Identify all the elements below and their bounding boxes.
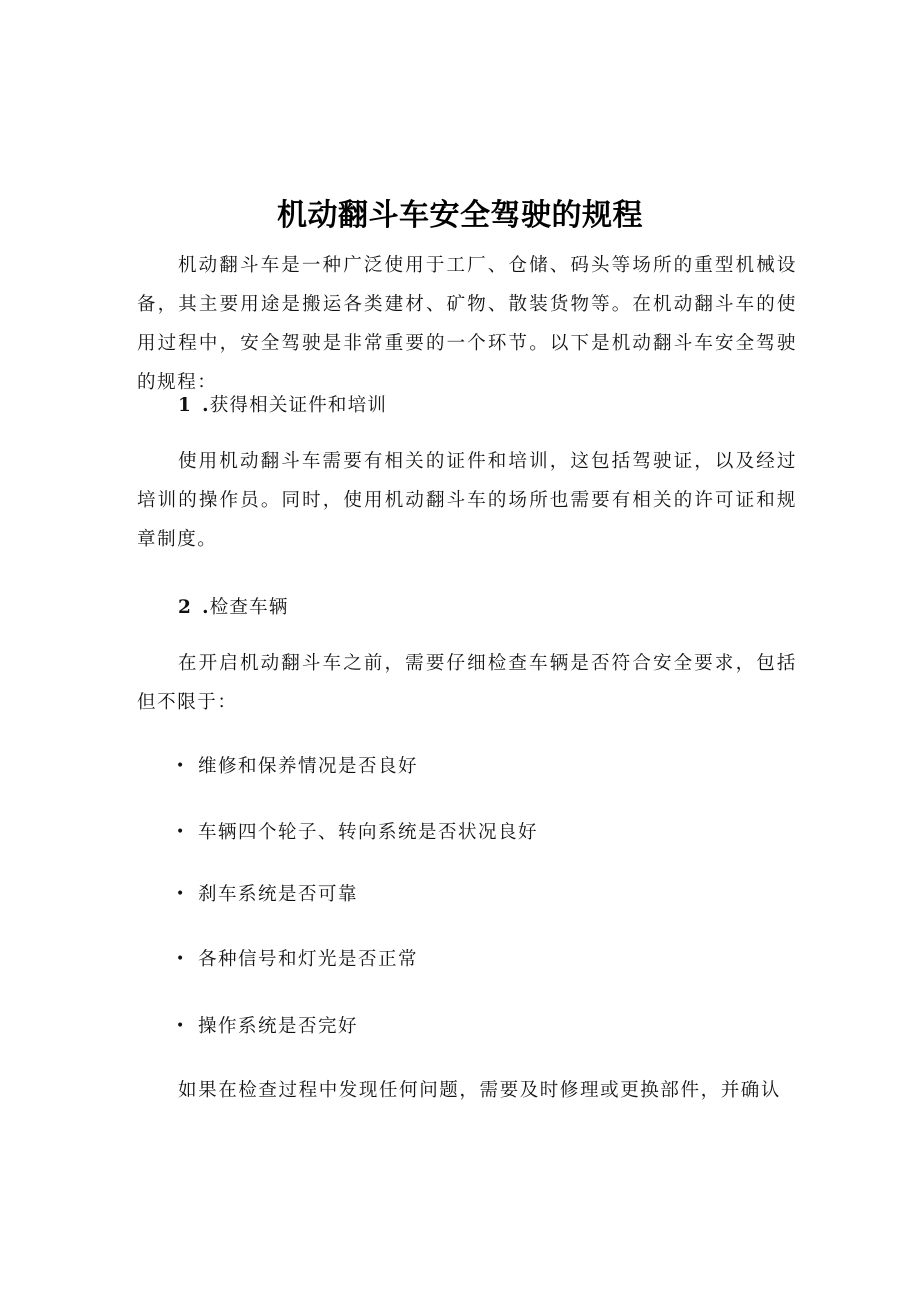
closing-paragraph: 如果在检查过程中发现任何问题，需要及时修理或更换部件，并确认 — [178, 1080, 782, 1101]
intro-paragraph: 机动翻斗车是一种广泛使用于工厂、仓储、码头等场所的重型机械设备，其主要用途是搬运各类建材、矿物、散装货物等。在机动翻斗车的使用过程中，安全驾驶是非常重要的一个环节。以下是机动翻斗车安全驾驶的规程： — [137, 255, 797, 393]
list-item — [176, 880, 358, 906]
section-1-body: 使用机动翻斗车需要有相关的证件和培训，这包括驾驶证，以及经过培训的操作员。同时，使用机动翻斗车的场所也需要有相关的许可证和规章制度。 — [137, 451, 797, 550]
document-title: 机动翻斗车安全驾驶的规程 — [277, 198, 643, 233]
list-item-text: 刹车系统是否可靠 — [198, 884, 359, 905]
list-item — [176, 752, 418, 778]
section-2-heading — [178, 593, 289, 619]
bullet-icon: • — [176, 1018, 186, 1034]
list-item-text: 各种信号和灯光是否正常 — [198, 949, 419, 970]
section-1-dot: . — [202, 395, 210, 416]
section-2-title: 检查车辆 — [209, 597, 289, 618]
section-2-number: 2 — [178, 597, 193, 618]
section-1-number: 1 — [178, 395, 193, 416]
bullet-icon: • — [176, 951, 186, 967]
bullet-icon: • — [176, 758, 186, 774]
section-1-heading — [178, 391, 387, 417]
section-2-body: 在开启机动翻斗车之前，需要仔细检查车辆是否符合安全要求，包括但不限于： — [137, 653, 797, 713]
list-item — [176, 818, 538, 844]
list-item — [176, 945, 418, 971]
bullet-icon: • — [176, 824, 186, 840]
list-item-text: 操作系统是否完好 — [198, 1016, 359, 1037]
section-2-dot: . — [202, 597, 210, 618]
list-item-text: 车辆四个轮子、转向系统是否状况良好 — [198, 822, 539, 843]
list-item-text: 维修和保养情况是否良好 — [198, 756, 419, 777]
list-item — [176, 1012, 358, 1038]
bullet-icon: • — [176, 886, 186, 902]
section-1-title: 获得相关证件和培训 — [209, 395, 388, 416]
